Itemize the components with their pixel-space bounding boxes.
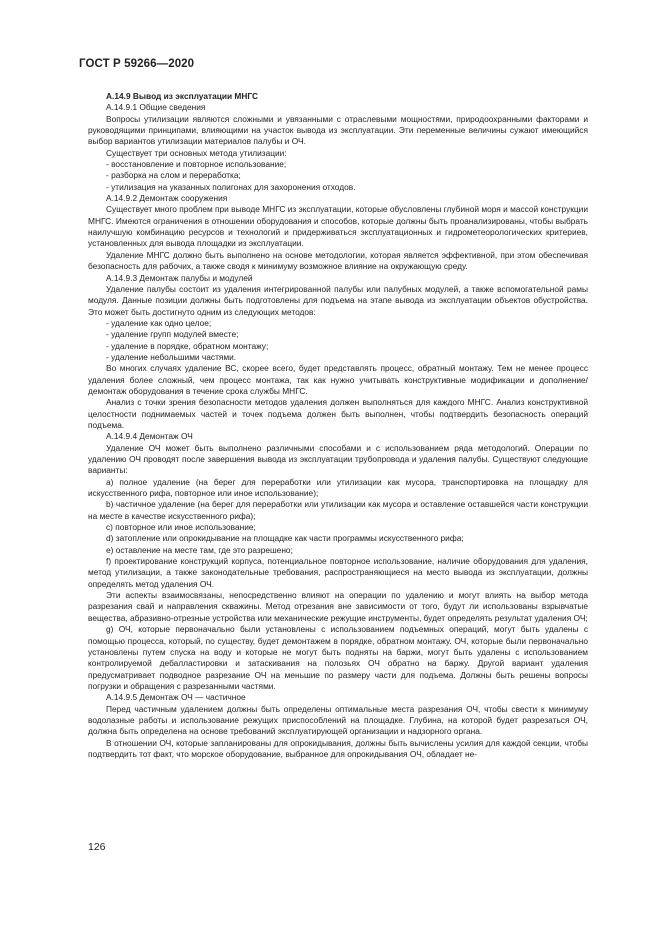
paragraph: Существует много проблем при выводе МНГС из эксплуатации, которые обусловлены глубиной моря и массой конструкции МНГС. Имеются ограничения в отношении оборудования и способов, которые должны быть проанализированы, чтобы выбрать наилучшую комбинацию ресурсов и технологий и придерживаться эксплуатационных и гидрометеорологических критериев, установленных для вывода площадки из эксплуатации. xyxy=(88,204,588,249)
standard-header: ГОСТ Р 59266—2020 xyxy=(79,58,195,70)
paragraph: В отношении ОЧ, которые запланированы для опрокидывания, должны быть вычислены усилия для каждой секции, чтобы подтвердить тот факт, что морское оборудование, выбранное для опрокидывания ОЧ, обладает не- xyxy=(88,737,588,759)
paragraph: а) полное удаление (на берег для переработки или утилизации как мусора, транспортировка на площадку для искусственного рифа, повторное или иное использование); xyxy=(88,476,588,499)
paragraph: А.14.9.5 Демонтаж ОЧ — частичное xyxy=(106,692,246,703)
paragraph: - удаление в порядке, обратном монтажу; xyxy=(106,340,269,351)
paragraph: c) повторное или иное использование; xyxy=(106,522,256,533)
paragraph: b) частичное удаление (на берег для переработки или утилизации как мусора и оставление оставшейся части конструкции на месте в качестве искусственного рифа); xyxy=(88,499,588,521)
paragraph: - удаление групп модулей вместе; xyxy=(106,329,239,340)
paragraph: А.14.9.4 Демонтаж ОЧ xyxy=(106,431,193,442)
section-heading: А.14.9 Вывод из эксплуатации МНГС xyxy=(106,91,259,101)
paragraph: Удаление МНГС должно быть выполнено на основе методологии, которая является эффективной, при этом обеспечивая безопасность для рабочих, а также сводя к минимуму возможное влияние на окружающую среду. xyxy=(88,249,588,272)
paragraph: Перед частичным удалением должны быть определены оптимальные места разрезания ОЧ, чтобы свести к минимуму водолазные работы и использование режущих приспособлений на площадке. Глубина, на которой будет разрезаться ОЧ, должна быть определена на основе требований эксплуатирующей организации и надзорного органа. xyxy=(88,703,588,737)
paragraph: Удаление палубы состоит из удаления интегрированной палубы или палубных модулей, а также вспомогательной рамы модуля. Данные позиции должны быть подготовлены для подъема на этапе вывода из эксплуатации объектов обустройства. Это может быть достигнуто одним из следующих методов: xyxy=(88,283,588,317)
paragraph: А.14.9.2 Демонтаж сооружения xyxy=(106,193,228,204)
paragraph: Удаление ОЧ может быть выполнено различными способами и с использованием ряда методологий. Операции по удалению ОЧ проводят после завершения вывода из эксплуатации трубопровода и удаления палубы. Существуют следующие варианты: xyxy=(88,442,588,476)
paragraph: Эти аспекты взаимосвязаны, непосредственно влияют на операции по удалению и могут влиять на выбор метода разрезания свай и направления скважины. Метод отрезания вне зависимости от того, будут ли использованы взрывчатые вещества, абразивно-отрезные устройства или механические режущие инструменты, будет определять результат удаления ОЧ; xyxy=(88,590,588,623)
paragraph: Анализ с точки зрения безопасности методов удаления должен выполняться для каждого МНГС. Анализ конструктивной целостности поднимаемых частей и точек подъема должен быть выполнен, чтобы подтвердить безопасность операций подъема. xyxy=(88,397,588,430)
page-number: 126 xyxy=(88,841,106,853)
paragraph: f) проектирование конструкций корпуса, потенциальное повторное использование, наличие оборудования для удаления, метод утилизации, а также законодательные требования, распространяющиеся на место вывода из эксплуатации, должны определять метод удаления ОЧ. xyxy=(88,556,588,589)
paragraph: А.14.9.1 Общие сведения xyxy=(106,102,206,113)
paragraph: Во многих случаях удаление ВС, скорее всего, будет представлять процесс, обратный монтажу. Тем не менее процесс удаления более сложный, чем процесс монтажа, так как нужно учитывать конструктивные модификации и дополнение/демонтаж оборудования в течение срока службы МНГС. xyxy=(88,363,588,396)
paragraph: g) ОЧ, которые первоначально были установлены с использованием подъемных операций, могут быть удалены с помощью процесса, который, по существу, будет демонтажем в порядке, обратном монтажу. ОЧ, которые были первоначально установлены путем спуска на воду и которые не могут быть подняты на баржи, могут быть удалены с использованием контролируемой дебалластировки и затаскивания на полозьях ОЧ обратно на баржу. Другой вариант удаления предусматривает подводное разрезание ОЧ на меньшие по размеру части для подъема. Должны быть решены вопросы погрузки и обращения с разрезанными частями. xyxy=(88,624,588,691)
paragraph: e) оставление на месте там, где это разрешено; xyxy=(106,544,293,555)
paragraph: А.14.9.3 Демонтаж палубы и модулей xyxy=(106,272,253,283)
paragraph: - восстановление и повторное использование; xyxy=(106,159,287,170)
paragraph: - удаление как одно целое; xyxy=(106,317,212,328)
paragraph: - разборка на слом и переработка; xyxy=(106,170,241,181)
paragraph: - утилизация на указанных полигонах для захоронения отходов. xyxy=(106,181,356,192)
paragraph: Вопросы утилизации являются сложными и увязанными с отраслевыми мощностями, природоохранными факторами и руководящими принципами, влияющими на участок вывода из эксплуатации. Эти переменные величины сужают имеющийся выбор вариантов утилизации материалов палубы и ОЧ. xyxy=(88,113,588,147)
paragraph: Существует три основных метода утилизации: xyxy=(106,147,287,158)
document-body xyxy=(88,91,588,760)
paragraph: d) затопление или опрокидывание на площадке как части программы искусственного рифа; xyxy=(106,533,464,544)
paragraph: - удаление небольшими частями. xyxy=(106,351,237,362)
